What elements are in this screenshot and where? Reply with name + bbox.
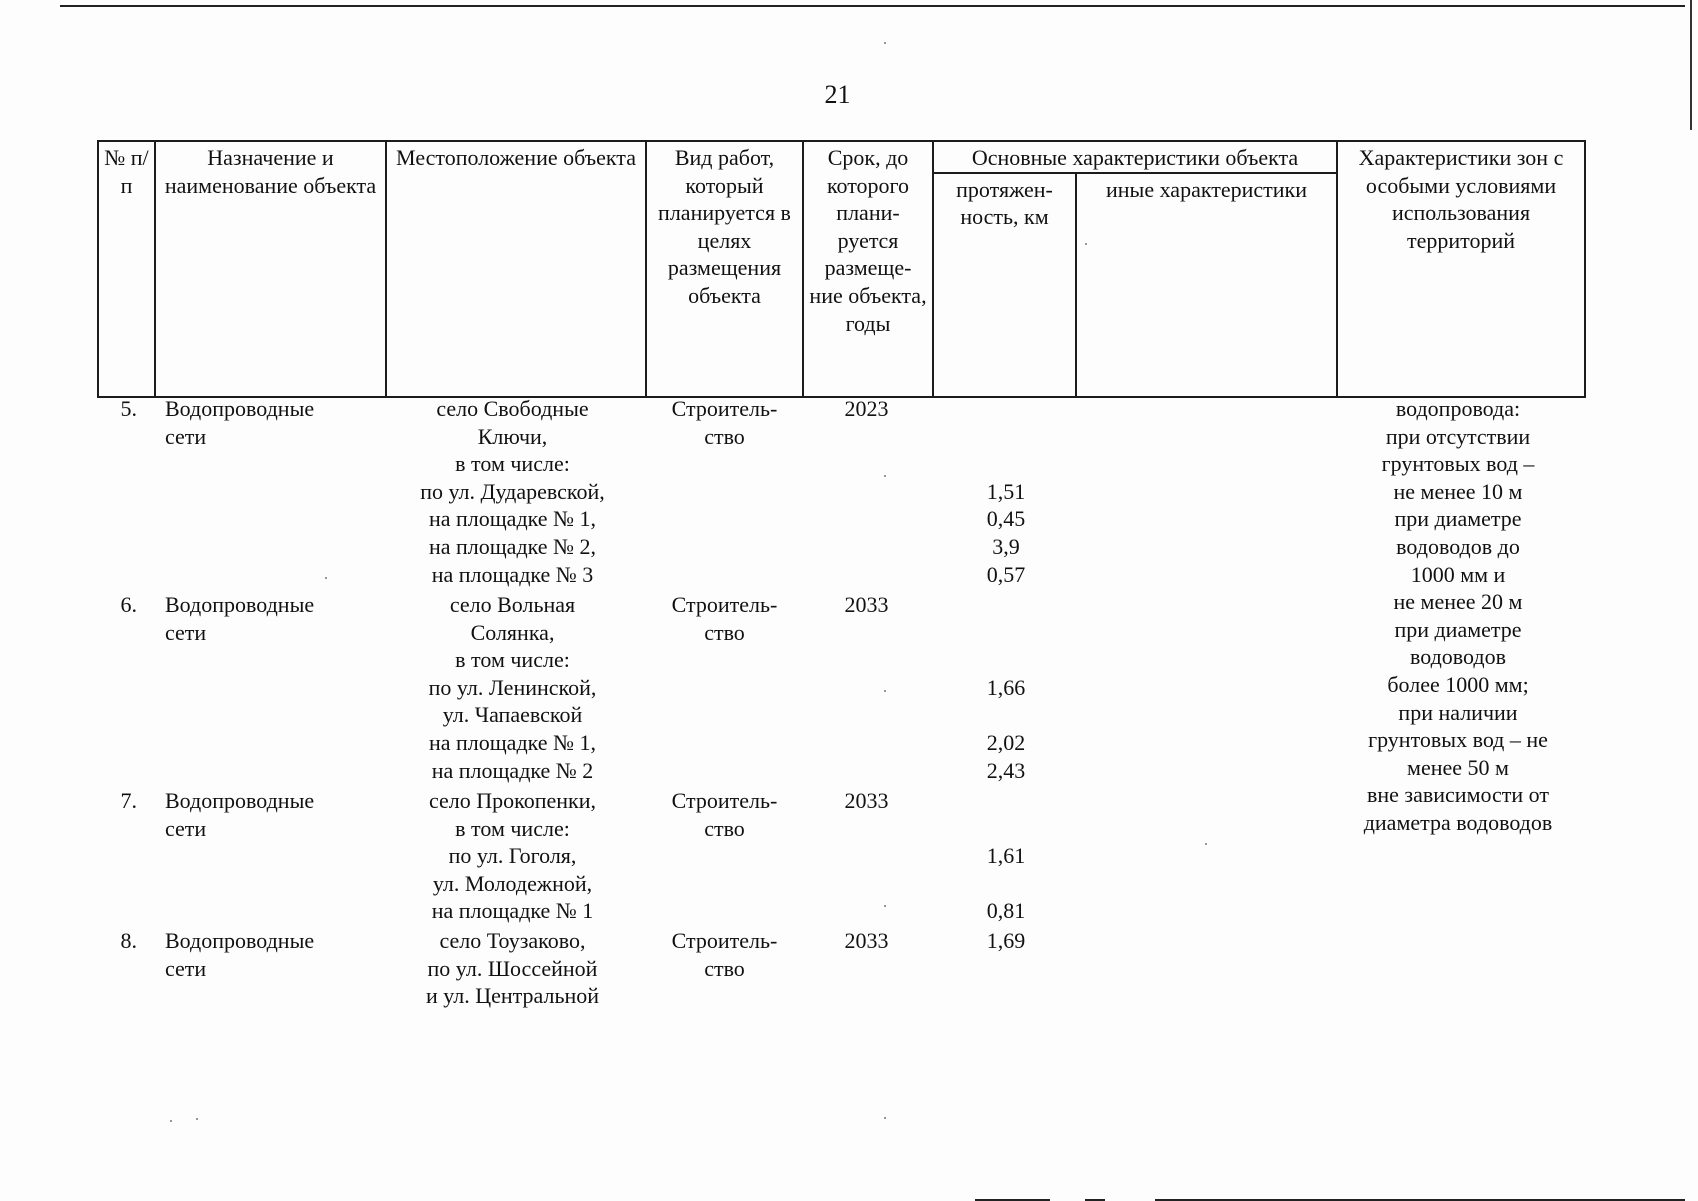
scan-speck — [170, 1120, 172, 1122]
length-km: 1,69 — [986, 928, 1026, 953]
object-name: Водопроводные сети — [165, 788, 315, 841]
row-number: 5. — [120, 396, 137, 421]
scan-speck — [196, 1118, 198, 1120]
scan-speck — [884, 42, 886, 44]
header-location: Местоположение объекта — [386, 141, 646, 397]
top-border-line — [60, 5, 1685, 7]
zone-characteristics: водопровода: при отсутствии грунтовых вод – не менее 10 м при диаметре водоводов до 1000 мм и не менее 20 м при диаметре водоводов более 1000 мм; при наличии грунтовых вод – не менее 50 м вне зависимости от диаметра водоводов — [1363, 396, 1553, 835]
object-name: Водопроводные сети — [165, 928, 315, 981]
term-year: 2033 — [844, 788, 889, 813]
header-num: № п/п — [98, 141, 155, 397]
object-location: село Прокопенки, в том числе: по ул. Гоголя, ул. Молодежной, на площадке № 1 — [428, 788, 596, 924]
work-type: Строитель- ство — [671, 788, 778, 841]
scan-speck — [1205, 843, 1207, 845]
table-header — [97, 140, 1586, 398]
page-number: 21 — [824, 80, 851, 109]
work-type: Строитель- ство — [671, 928, 778, 981]
object-location: село Тоузаково, по ул. Шоссейной и ул. Центральной — [425, 928, 600, 1009]
object-name: Водопроводные сети — [165, 592, 315, 645]
row-number: 8. — [120, 928, 137, 953]
header-zones: Характеристики зон с особыми условиями использования территорий — [1337, 141, 1585, 397]
object-location: село Свободные Ключи, в том числе: по ул. Дударевской, на площадке № 1, на площадке № 2, на площадке № 3 — [420, 396, 605, 587]
work-type: Строитель- ство — [671, 592, 778, 645]
term-year: 2033 — [844, 928, 889, 953]
scan-speck — [884, 1117, 886, 1119]
object-location: село Вольная Солянка, в том числе: по ул. Ленинской, ул. Чапаевской на площадке № 1, на площадке № 2 — [428, 592, 597, 783]
length-km: 1,66 2,02 2,43 — [986, 674, 1026, 783]
header-length: протяжен- ность, км — [933, 173, 1076, 397]
object-name: Водопроводные сети — [165, 396, 315, 449]
scan-speck — [884, 690, 886, 692]
length-km: 1,61 0,81 — [986, 843, 1026, 924]
work-type: Строитель- ство — [671, 396, 778, 449]
row-number: 7. — [120, 788, 137, 813]
length-km: 1,51 0,45 3,9 0,57 — [986, 478, 1026, 587]
header-term: Срок, до которого плани- руетcя размеще- ние объекта, годы — [803, 141, 933, 397]
header-main-characteristics: Основные характеристики объекта — [933, 141, 1337, 173]
scan-speck — [884, 475, 886, 477]
term-year: 2023 — [844, 396, 889, 421]
scan-speck — [325, 577, 327, 579]
row-number: 6. — [120, 592, 137, 617]
header-work-type: Вид работ, который планируется в целях размещения объекта — [646, 141, 803, 397]
header-name: Назначение и наименование объекта — [155, 141, 386, 397]
scan-speck — [884, 905, 886, 907]
header-other: иные характеристики — [1076, 173, 1337, 397]
term-year: 2033 — [844, 592, 889, 617]
right-edge-mark — [1690, 0, 1692, 130]
